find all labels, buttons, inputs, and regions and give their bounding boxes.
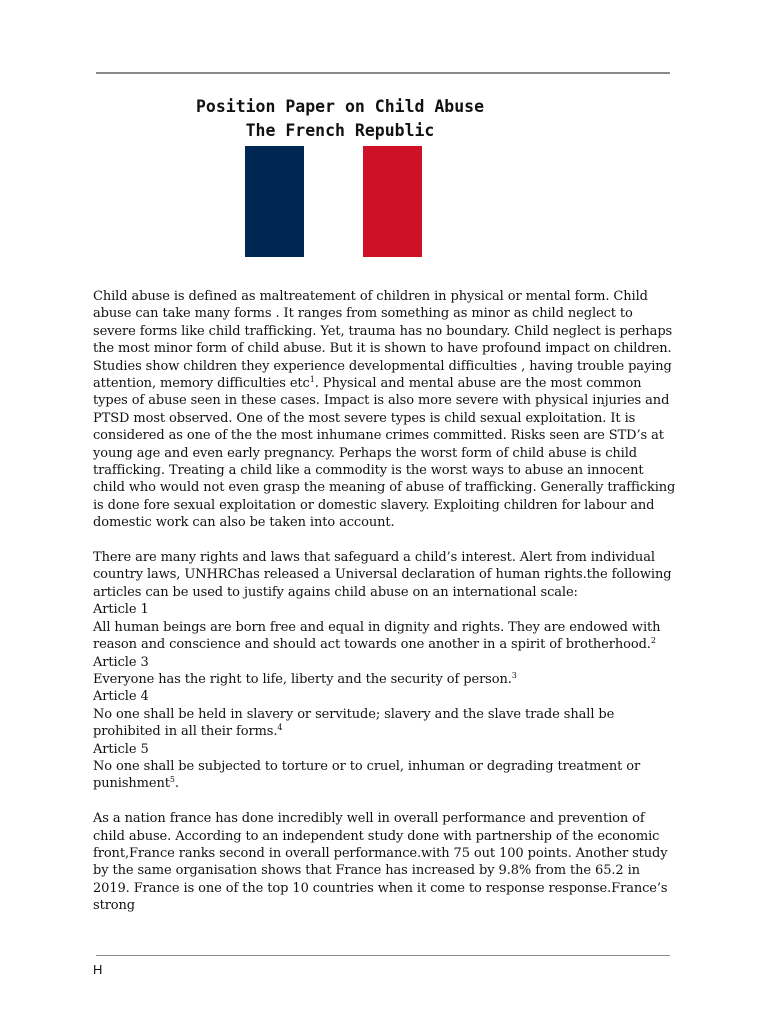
footnote-marker: 1 <box>309 375 315 385</box>
article-text: Everyone has the right to life, liberty and the security of person.$^3$ <box>93 670 517 687</box>
paragraph-rights-intro: There are many rights and laws that safeguard a child’s interest. Alert from individual country laws, UNHRChas released a Universal declaration of human rights.the following articles can be used to justify agains child abuse on an international scale: <box>93 550 672 600</box>
document-subtitle: The French Republic <box>245 121 435 140</box>
article-heading: Article 3 <box>93 654 149 670</box>
article-heading: Article 4 <box>93 689 149 705</box>
footnote-marker: 2 <box>650 636 656 646</box>
paragraph-definition: Child abuse is defined as maltreatement of children in physical or mental form. Child abuse can take many forms . It ranges from something as minor as child neglect to severe forms like child trafficking. Yet, trauma has no boundary. Child neglect is perhaps the most minor form of child abuse. But it is shown to have profound impact on children. Studies show children they experience developmental difficulties , having trouble paying attention, memory difficulties etc$^1$. Physical and mental abuse are the most common types of abuse seen in these cases. Impact is also more severe with physical injuries and PTSD most observed. One of the most severe types is child sexual exploitation. It is considered as one of the the most inhumane crimes committed. Risks seen are STD’s at young age and even early pregnancy. Perhaps the worst form of child abuse is child trafficking. Treating a child like a commodity is the worst ways to abuse an innocent child who would not even grasp the meaning of abuse of trafficking. Generally trafficking is done fore sexual exploitation or domestic slavery. Exploiting children for labour and domestic work can also be taken into account. <box>93 289 676 531</box>
flag-stripe-white <box>304 146 363 257</box>
article-heading: Article 1 <box>93 602 149 618</box>
flag-stripe-blue <box>245 146 304 257</box>
article-text: All human beings are born free and equal in dignity and rights. They are endowed with reason and conscience and should act towards one another in a spirit of brotherhood.$^2$ <box>93 619 661 653</box>
footnote-marker: 4 <box>277 723 283 733</box>
bottom-divider <box>96 955 670 956</box>
footnote-marker: 5 <box>169 775 175 785</box>
footnote-marker: 3 <box>511 670 517 680</box>
article-text: No one shall be subjected to torture or to cruel, inhuman or degrading treatment or punishment$^5$. <box>93 758 641 792</box>
document-title: Position Paper on Child Abuse <box>195 97 485 116</box>
article-text: No one shall be held in slavery or servitude; slavery and the slave trade shall be prohibited in all their forms.$^4$ <box>93 706 615 740</box>
document-body <box>93 288 677 915</box>
top-divider <box>96 72 670 74</box>
footer-text: H <box>93 962 103 977</box>
article-heading: Article 5 <box>93 741 149 757</box>
paragraph-france-performance: As a nation france has done incredibly well in overall performance and prevention of child abuse. According to an independent study done with partnership of the economic front,France ranks second in overall performance.with 75 out 100 points. Another study by the same organisation shows that France has increased by 9.8% from the 65.2 in 2019. France is one of the top 10 countries when it come to response response.France’s strong <box>93 811 668 914</box>
flag-stripe-red <box>363 146 422 257</box>
french-flag-icon <box>245 146 422 257</box>
